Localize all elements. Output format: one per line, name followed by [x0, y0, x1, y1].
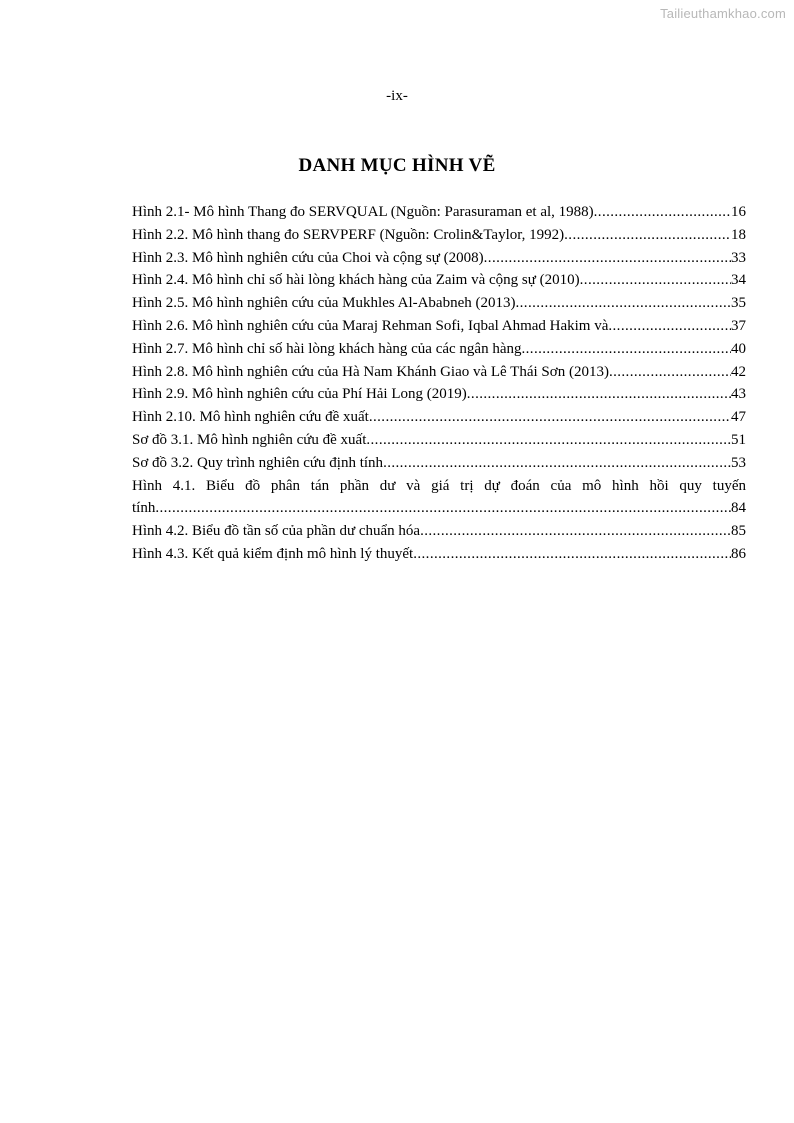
toc-entry-text: Hình 2.4. Mô hình chỉ số hài lòng khách hàng của Zaim và cộng sự (2010) [132, 272, 580, 289]
dot-leader [564, 224, 731, 247]
toc-entry-fig-2-6[interactable] [132, 315, 746, 338]
toc-entry-page: 53 [731, 454, 746, 471]
toc-entry-page: 16 [731, 204, 746, 220]
dot-leader [155, 497, 731, 520]
toc-entry-page: 86 [731, 545, 746, 562]
toc-entry-text: Hình 4.3. Kết quả kiểm định mô hình lý thuyết [132, 545, 414, 562]
toc-entry-text-line2: tính [132, 500, 156, 517]
toc-entry-page: 18 [731, 226, 746, 243]
toc-entry-text: Sơ đồ 3.1. Mô hình nghiên cứu đề xuất [132, 431, 367, 448]
toc-entry-text: Hình 2.2. Mô hình thang đo SERVPERF (Nguồn: Crolin&Taylor, 1992) [132, 226, 565, 243]
toc-entry-text: Hình 2.10. Mô hình nghiên cứu đề xuất [132, 409, 369, 426]
toc-entry-page: 85 [731, 523, 746, 540]
toc-entry-page: 42 [731, 363, 746, 380]
toc-entry-fig-4-2[interactable] [132, 520, 746, 543]
dot-leader [522, 338, 732, 361]
toc-entry-page: 43 [731, 386, 746, 403]
toc-entry-text: Hình 2.8. Mô hình nghiên cứu của Hà Nam Khánh Giao và Lê Thái Sơn (2013) [132, 363, 609, 380]
page-number: -ix- [386, 88, 408, 104]
toc-entry-fig-4-1[interactable] [132, 475, 746, 521]
page-title: DANH MỤC HÌNH VẼ [298, 155, 496, 176]
toc-entry-text: Hình 2.5. Mô hình nghiên cứu của Mukhles Al-Ababneh (2013) [132, 295, 516, 312]
dot-leader [366, 429, 731, 452]
toc-entry-fig-2-3[interactable] [132, 247, 746, 270]
toc-entry-page: 40 [731, 340, 746, 357]
toc-entry-page: 33 [731, 249, 746, 266]
dot-leader [594, 201, 731, 224]
toc-entry-page: 37 [731, 317, 746, 334]
toc-entry-text: Hình 2.9. Mô hình nghiên cứu của Phí Hải Long (2019) [132, 386, 467, 403]
toc-entry-text: Hình 2.1- Mô hình Thang đo SERVQUAL (Nguồn: Parasuraman et al, 1988) [132, 204, 594, 220]
toc-entry-page: 51 [731, 431, 746, 448]
dot-leader [516, 292, 732, 315]
toc-entry-fig-4-3[interactable] [132, 543, 746, 566]
toc-entry-page: 47 [731, 409, 746, 426]
toc-entry-fig-2-7[interactable] [132, 338, 746, 361]
dot-leader [369, 406, 731, 429]
toc-entry-line2 [132, 497, 746, 520]
toc-entry-fig-2-9[interactable] [132, 383, 746, 406]
toc-entry-text: Sơ đồ 3.2. Quy trình nghiên cứu định tính [132, 454, 384, 471]
toc-entry-fig-2-8[interactable] [132, 361, 746, 384]
dot-leader [608, 315, 731, 338]
toc-entry-diagram-3-1[interactable] [132, 429, 746, 452]
toc-entry-page: 34 [731, 272, 746, 289]
dot-leader [383, 452, 731, 475]
toc-entry-text: Hình 2.6. Mô hình nghiên cứu của Maraj Rehman Sofi, Iqbal Ahmad Hakim và [132, 317, 609, 334]
toc-entry-fig-2-10[interactable] [132, 406, 746, 429]
dot-leader [413, 543, 731, 566]
toc-entry-page: 35 [731, 295, 746, 312]
toc-entry-text-line1: Hình 4.1. Biểu đồ phân tán phần dư và giá trị dự đoán của mô hình hồi quy tuyến [132, 477, 746, 494]
toc-entry-text: Hình 2.7. Mô hình chỉ số hài lòng khách hàng của các ngân hàng [132, 340, 522, 357]
dot-leader [484, 247, 731, 270]
toc-entry-page: 84 [731, 500, 746, 517]
dot-leader [467, 383, 731, 406]
toc-entry-fig-2-1[interactable] [132, 201, 746, 224]
figure-list [132, 201, 746, 566]
toc-entry-text: Hình 2.3. Mô hình nghiên cứu của Choi và cộng sự (2008) [132, 249, 484, 266]
dot-leader [580, 269, 731, 292]
toc-entry-fig-2-5[interactable] [132, 292, 746, 315]
toc-entry-text: Hình 4.2. Biểu đồ tần số của phần dư chuẩn hóa [132, 523, 421, 540]
toc-entry-diagram-3-2[interactable] [132, 452, 746, 475]
toc-entry-fig-2-4[interactable] [132, 269, 746, 292]
watermark: Tailieuthamkhao.com [660, 6, 786, 21]
dot-leader [420, 520, 731, 543]
toc-entry-fig-2-2[interactable] [132, 224, 746, 247]
dot-leader [609, 361, 731, 384]
